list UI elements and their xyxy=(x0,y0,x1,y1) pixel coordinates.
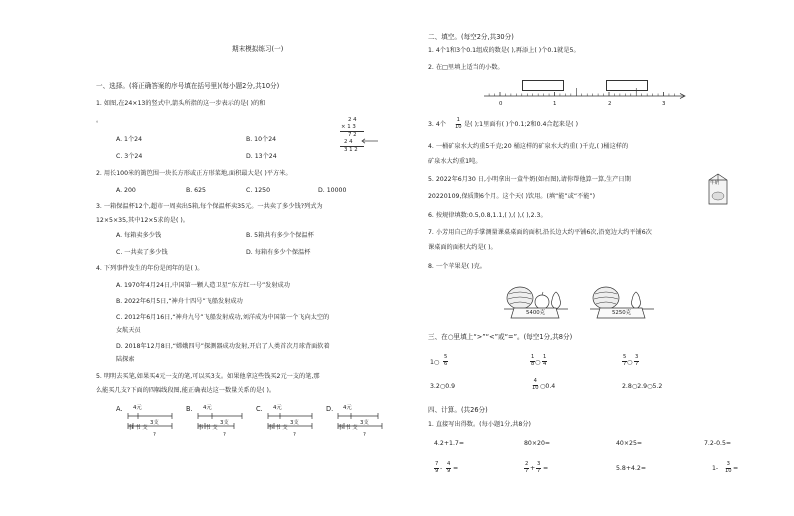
fill-q5-cont: 20220109,保质期6个月。这个天( )饮用。(填“能”或“不能”) xyxy=(428,193,596,200)
diagram-question: ? xyxy=(293,432,296,438)
calc-2: 80×20= xyxy=(524,440,551,447)
q1-option-a: A. 1个24 xyxy=(116,136,143,143)
diagram-question: ? xyxy=(223,432,226,438)
diagram-bottom-label: 事 书 支 xyxy=(198,425,218,431)
numerator: 3 xyxy=(726,461,730,467)
q4-stem: 4. 下列事件发生的年份是闰年的是( )。 xyxy=(96,265,204,272)
q3-option-d: D. 每箱有多少个保温杯 xyxy=(246,249,311,256)
equals: = xyxy=(453,465,459,472)
diagram-letter: D. xyxy=(326,405,334,413)
milk-carton-icon xyxy=(706,172,730,206)
numerator: 1 xyxy=(543,354,547,360)
denominator: 6 xyxy=(444,360,448,367)
denominator: 4 xyxy=(543,360,547,367)
q1-stem-cont: 。 xyxy=(96,117,103,124)
calc-row-5: 3 1 2 xyxy=(344,147,358,153)
tick-label-3: 3 xyxy=(662,101,666,107)
q5-stem-cont: 么能买几支?下面的四幅线段图,能正确表达这一数量关系的是( )。 xyxy=(96,387,276,394)
diagram-bottom-label: 事 书 支 xyxy=(268,425,288,431)
numerator: 3 xyxy=(537,461,541,467)
fill-q1: 1. 4个1和3个0.1组成的数是( ),再添上( )个0.1就是5。 xyxy=(428,47,580,54)
diagram-question: ? xyxy=(363,432,366,438)
tick-label-2: 2 xyxy=(608,101,612,107)
q4-option-d-cont: 陆探索 xyxy=(116,356,135,363)
q3-option-a: A. 每箱卖多少钱 xyxy=(116,232,162,239)
fraction xyxy=(446,462,451,474)
section3-heading: 三、在○里填上“>”“<”或“=”。(每空1分,共8分) xyxy=(428,333,573,341)
scale-weight-1: 5400克 xyxy=(526,310,546,316)
q2-option-d: D. 10000 xyxy=(318,187,347,194)
fraction xyxy=(524,462,529,474)
fill-q3-b: 是( );1里面有( )个0.1;2和0.4合起来是( ) xyxy=(464,121,578,128)
fraction xyxy=(536,462,541,474)
calc-8-left: 1- xyxy=(712,465,719,472)
compare-item-6: 2.8○2.9○5.2 xyxy=(622,383,663,390)
section2-heading: 二、填空。(每空2分,共30分) xyxy=(428,33,514,41)
q3-stem-cont: 12×5×35,其中12×5求的是( )。 xyxy=(96,217,189,224)
q4-option-b: B. 2022年6月5日,“神舟十四号”飞船发射成功 xyxy=(116,298,243,305)
fraction xyxy=(434,462,439,474)
page-title: 期末模拟练习(一) xyxy=(232,45,284,53)
arrow-left-icon xyxy=(360,138,380,144)
fill-q7-cont: 课桌面的面积大约是( )。 xyxy=(428,244,497,251)
section1-heading: 一、选择。(将正确答案的序号填在括号里)(每小题2分,共10分) xyxy=(96,82,280,90)
operator: - xyxy=(440,465,443,472)
compare-right: ○0.4 xyxy=(540,383,556,390)
diagram-price: 4元 xyxy=(343,405,352,411)
diagram-count: 3支 xyxy=(290,420,299,426)
calc-7: 5.8+4.2= xyxy=(616,465,647,472)
tick-label-1: 1 xyxy=(553,101,557,107)
diagram-price: 4元 xyxy=(133,405,142,411)
compare-item-4: 3.2○0.9 xyxy=(430,383,456,390)
q3-stem: 3. 一箱保温杯12个,超市一周卖出5箱,每个保温杯卖35元。一共卖了多少钱?列式为 xyxy=(96,203,323,210)
q1-stem: 1. 如图,在24×13的竖式中,箭头所指的这一步表示的是( )的和 xyxy=(96,100,266,107)
calc-4: 7.2-0.5= xyxy=(704,440,732,447)
denominator: 7 xyxy=(635,360,639,367)
diagram-price: 4元 xyxy=(273,405,282,411)
equals: = xyxy=(543,465,549,472)
tick-label-0: 0 xyxy=(499,101,503,107)
calc-row-4: 2 4 xyxy=(344,139,353,145)
equals: = xyxy=(733,465,739,472)
numerator: 3 xyxy=(635,354,639,360)
fraction-one-tenth xyxy=(454,118,463,130)
fraction xyxy=(531,379,540,391)
q4-option-a: A. 1970年4月24日,中国第一颗人造卫星“东方红一号”发射成功 xyxy=(116,282,290,289)
fill-q8: 8. 一个苹果是( )克。 xyxy=(428,263,486,270)
calc-subheading: 1. 直接写出得数。(每小题1分,共8分) xyxy=(428,421,531,428)
fill-q4: 4. 一桶矿泉水大约重5千克;20 桶这样的矿泉水大约重( )千克,( )桶这样的 xyxy=(428,143,629,150)
denominator: 10 xyxy=(455,123,462,130)
calc-3: 40×25= xyxy=(616,440,643,447)
numerator: 4 xyxy=(533,378,537,384)
operator: + xyxy=(530,465,536,472)
q2-option-a: A. 200 xyxy=(116,187,136,194)
denominator: 10 xyxy=(532,384,539,391)
q2-stem: 2. 用长100米的篱笆围一块长方形或正方形菜地,面积最大是( )平方米。 xyxy=(96,170,292,177)
fraction xyxy=(634,355,639,367)
q5-stem: 5. 明明去买笔,如果买4元一支的笔,可以买3支。如果他拿这些钱买2元一支的笔,那 xyxy=(96,373,320,380)
fraction xyxy=(724,462,733,474)
calc-1: 4.2+1.7= xyxy=(434,440,465,447)
diagram-bottom-label: 事 书 支 xyxy=(338,425,358,431)
numerator: 5 xyxy=(623,354,627,360)
denominator: 7 xyxy=(525,467,529,474)
fill-q2: 2. 在□里填上适当的小数。 xyxy=(428,64,504,71)
compare-circle: ○ xyxy=(627,359,633,366)
diagram-count: 3支 xyxy=(220,420,229,426)
section4-heading: 四、计算。(共26分) xyxy=(428,406,488,414)
q4-option-c-cont: 女航天员 xyxy=(116,327,141,334)
diagram-bottom-label: 事 书 支 xyxy=(128,425,148,431)
calc-row-1: 2 4 xyxy=(348,117,357,123)
scale-weight-2: 5250克 xyxy=(612,310,632,316)
denominator: 8 xyxy=(531,360,535,367)
q4-option-d: D. 2018年12月8日,“嫦娥四号”探测器成功发射,开启了人类首次月球背面软着 xyxy=(116,343,330,350)
numerator: 5 xyxy=(444,354,448,360)
diagram-count: 3支 xyxy=(360,420,369,426)
denominator: 7 xyxy=(623,360,627,367)
q2-option-b: B. 625 xyxy=(186,187,206,194)
numerator: 4 xyxy=(447,461,451,467)
numerator: 7 xyxy=(435,461,439,467)
fraction xyxy=(443,355,448,367)
denominator: 9 xyxy=(447,467,451,474)
diagram-letter: B. xyxy=(186,405,193,413)
compare-circle: ○ xyxy=(535,359,541,366)
fill-q4-cont: 矿泉水大约重1吨。 xyxy=(428,158,482,165)
fraction xyxy=(542,355,547,367)
calc-row-3: 7 2 xyxy=(348,132,357,138)
q3-option-b: B. 5箱共有多少个保温杯 xyxy=(246,232,314,239)
calc-row-2: × 1 3 xyxy=(341,124,356,130)
denominator: 7 xyxy=(537,467,541,474)
denominator: 10 xyxy=(725,467,732,474)
fill-q6: 6. 按规律填数:0.5,0.8,1.1,( ),( ),( ),2.3。 xyxy=(428,212,547,219)
q1-option-b: B. 10个24 xyxy=(246,136,277,143)
q1-option-c: C. 3个24 xyxy=(116,153,143,160)
diagram-count: 3支 xyxy=(150,420,159,426)
q3-option-c: C. 一共卖了多少钱 xyxy=(116,249,168,256)
numerator: 1 xyxy=(456,117,460,123)
q1-option-d: D. 13个24 xyxy=(246,153,277,160)
q4-option-c: C. 2012年6月16日,“神舟九号”飞船发射成功,刘洋成为中国第一个飞向太空的 xyxy=(116,314,330,321)
diagram-price: 4元 xyxy=(203,405,212,411)
q2-option-c: C. 1250 xyxy=(246,187,271,194)
diagram-letter: A. xyxy=(116,405,123,413)
compare-left: 1○ xyxy=(430,359,440,366)
fill-q7: 7. 小芳用自己的手掌测量课桌桌面的面积,沿长边大约平铺6次,沿宽边大约平铺6次 xyxy=(428,229,652,236)
diagram-question: ? xyxy=(153,432,156,438)
numerator: 2 xyxy=(525,461,529,467)
fill-q3-a: 3. 4个 xyxy=(428,121,446,128)
milk-carton-label: 牛奶 xyxy=(710,181,720,186)
numerator: 1 xyxy=(531,354,535,360)
number-line-axis xyxy=(482,88,692,112)
fill-q5: 5. 2022年6月30 日,小明拿出一盒牛奶(如右图),请你帮他算一算,生产日期 xyxy=(428,176,631,183)
denominator: 9 xyxy=(435,467,439,474)
diagram-letter: C. xyxy=(256,405,263,413)
